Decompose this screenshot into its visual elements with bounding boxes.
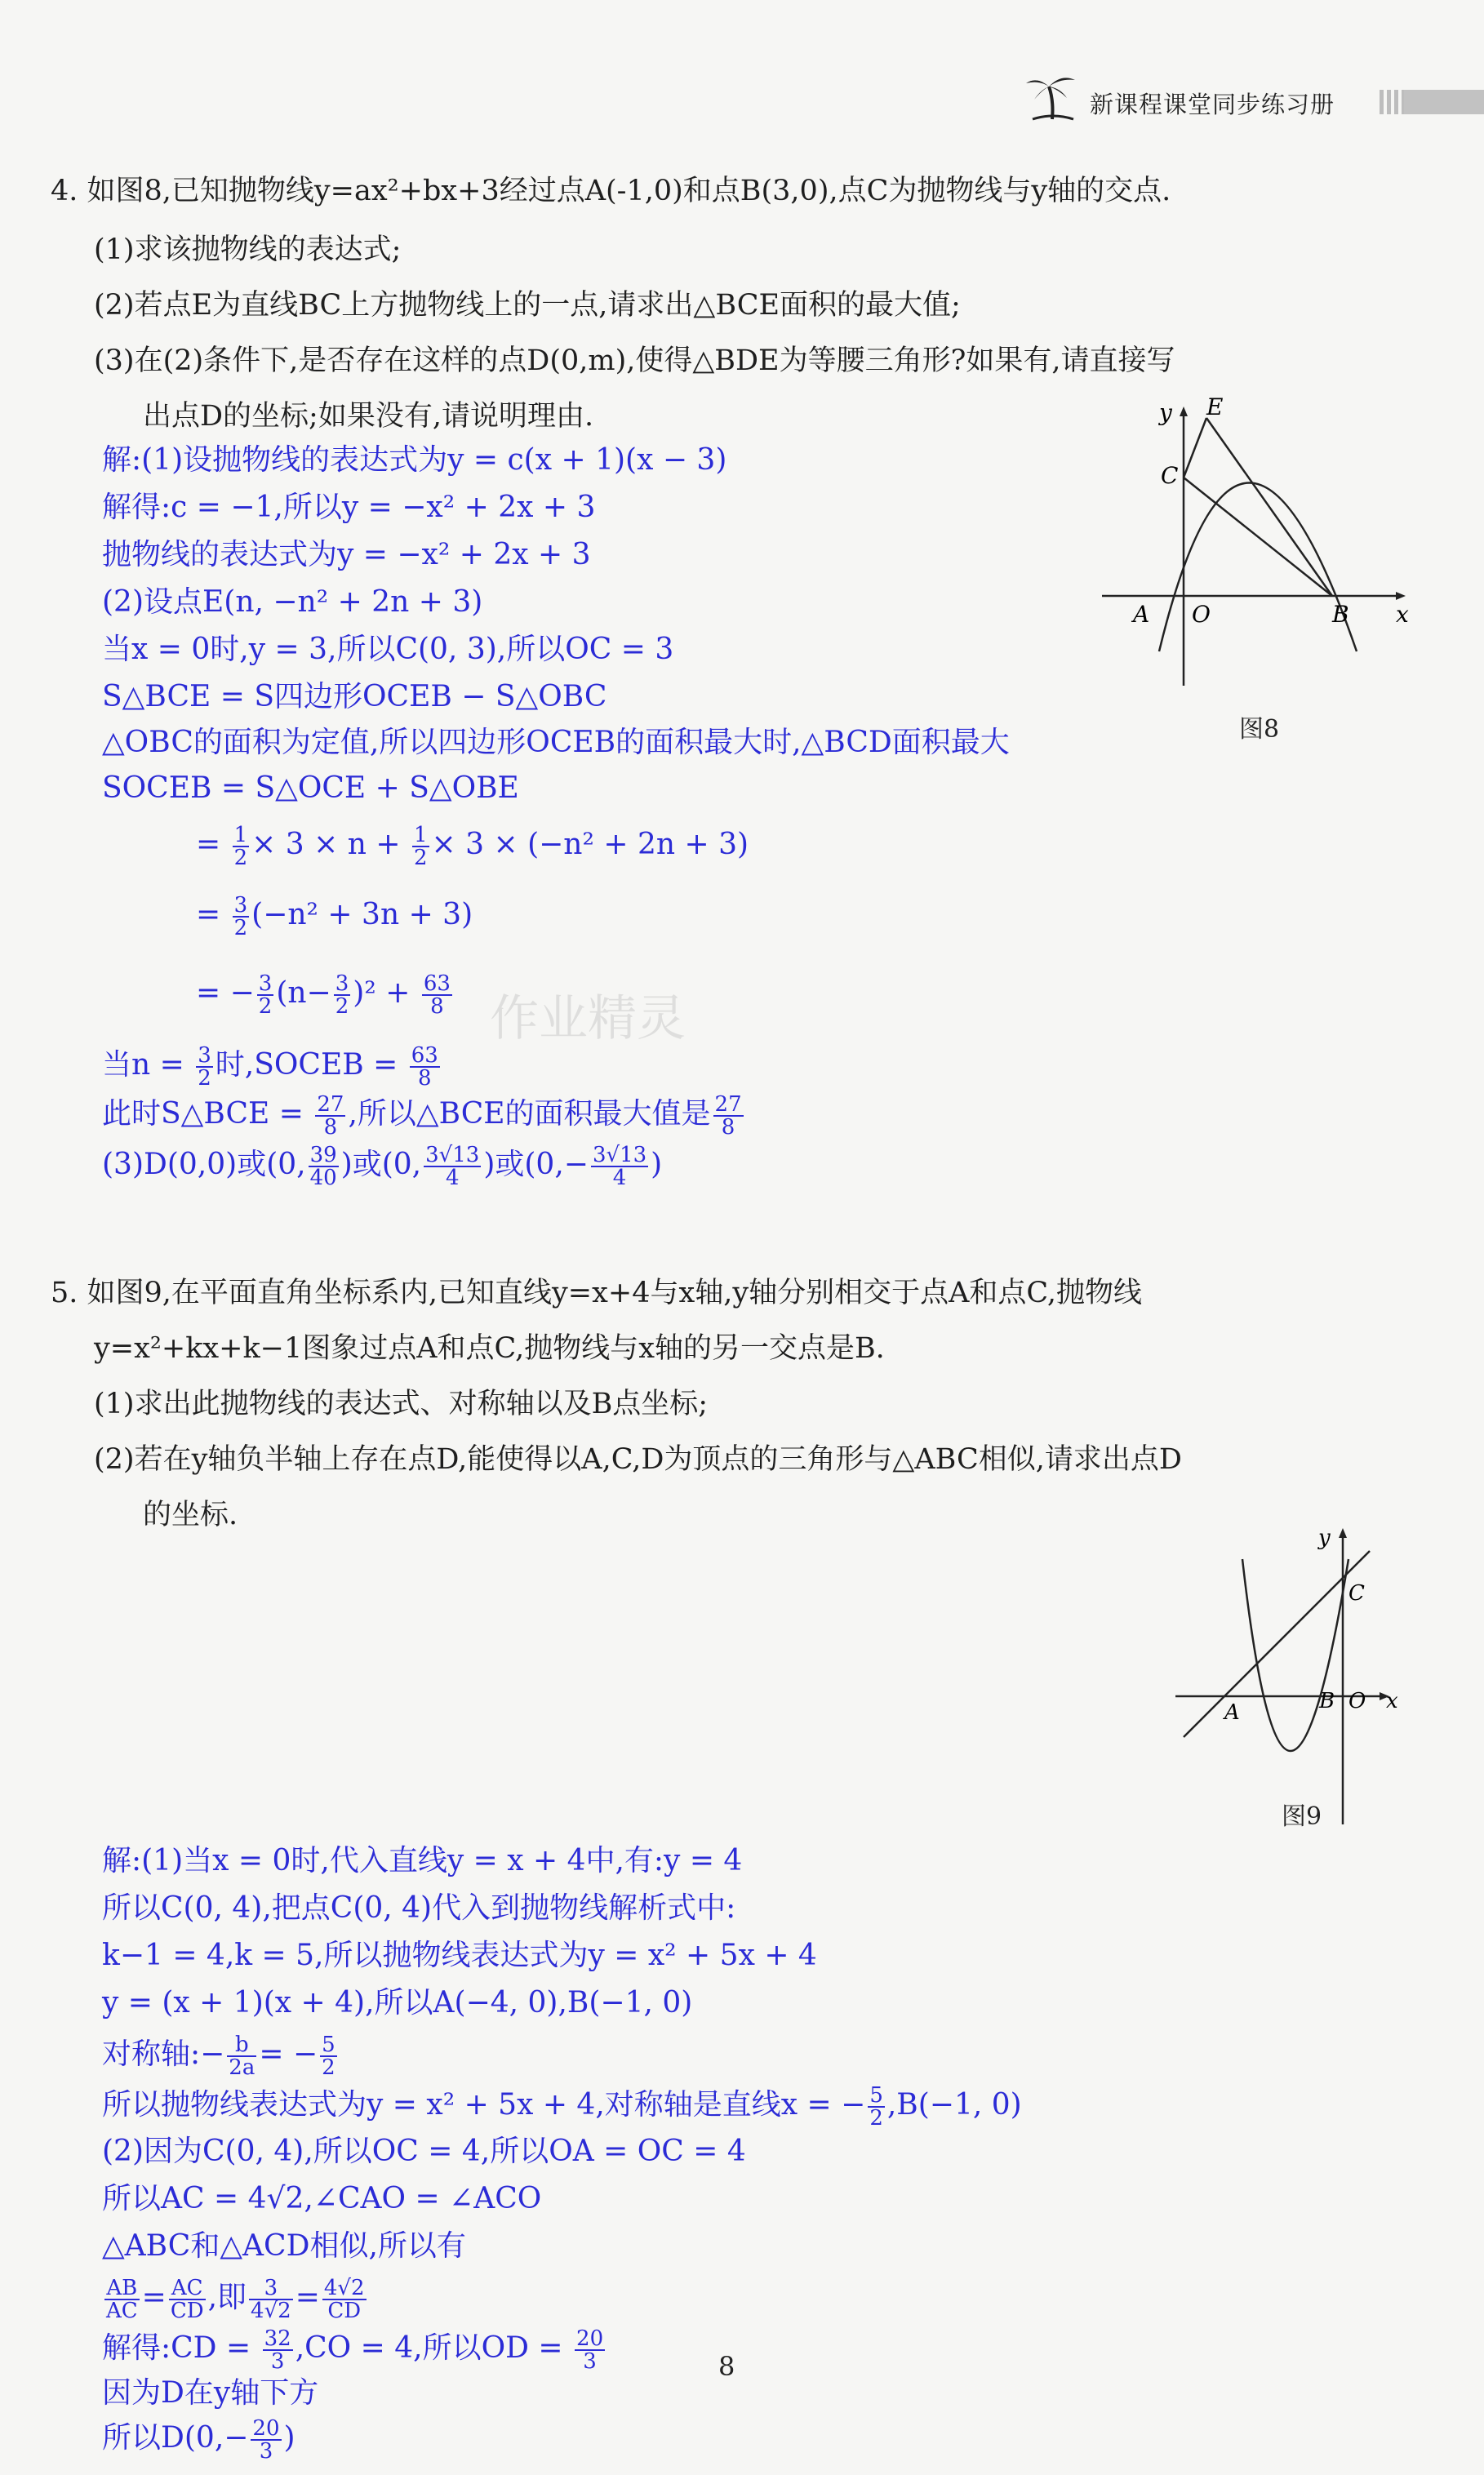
figure-9: [1175, 1518, 1420, 1828]
q5-stem-cont: y=x²+kx+k−1图象过点A和点C,抛物线与x轴的另一交点是B.: [94, 1332, 885, 1365]
q5-stem: 5. 如图9,在平面直角坐标系内,已知直线y=x+4与x轴,y轴分别相交于点A和点C,抛物线: [51, 1277, 1143, 1309]
a4-line14: (3)D(0,0)或(0, $\frac{39}{40}$ )或(0, $\frac{3√13}{4}$ )或(0,− $\frac{3√13}{4}$ ): [102, 1143, 663, 1190]
a4-line8: SOCEB = S△OCE + S△OBE: [102, 771, 519, 805]
a5-line9: △ABC和△ACD相似,所以有: [102, 2229, 466, 2263]
figure-8: [1102, 392, 1428, 718]
a5-line8: 所以AC = 4√2,∠CAO = ∠ACO: [102, 2182, 542, 2215]
a4-line11: = − $\frac{3}{2}$ (n− $\frac{3}{2}$ )² + $\frac{63}{8}$: [196, 971, 451, 1019]
fig8-label-b: B: [1332, 601, 1349, 628]
fig9-label-b: B: [1319, 1689, 1335, 1713]
a5-line2: 所以C(0, 4),把点C(0, 4)代入到抛物线解析式中:: [102, 1891, 736, 1925]
a5-line3: k−1 = 4,k = 5,所以抛物线表达式为y = x² + 5x + 4: [102, 1939, 817, 1972]
a4-line4: (2)设点E(n, −n² + 2n + 3): [102, 585, 483, 619]
fig9-label-y: y: [1318, 1526, 1331, 1550]
fig8-caption: 图8: [1239, 715, 1280, 744]
q5-part2-cont: 的坐标.: [143, 1499, 238, 1531]
a5-line5: 对称轴:− $\frac{b}{2a}$ = − $\frac{5}{2}$: [102, 2033, 335, 2080]
fig8-label-o: O: [1192, 601, 1211, 628]
fig9-label-a: A: [1224, 1700, 1240, 1725]
q5-part1: (1)求出此抛物线的表达式、对称轴以及B点坐标;: [94, 1388, 709, 1420]
q4-part2: (2)若点E为直线BC上方抛物线上的一点,请求出△BCE面积的最大值;: [94, 289, 961, 322]
a5-line11: 解得:CD = $\frac{32}{3}$ ,CO = 4,所以OD = $\frac{20}{3}$: [102, 2326, 604, 2374]
q4-stem: 4. 如图8,已知抛物线y=ax²+bx+3经过点A(-1,0)和点B(3,0),点C为抛物线与y轴的交点.: [51, 175, 1171, 207]
a4-line1: 解:(1)设抛物线的表达式为y = c(x + 1)(x − 3): [102, 443, 727, 477]
fig9-label-o: O: [1348, 1689, 1366, 1713]
q4-part3-cont: 出点D的坐标;如果没有,请说明理由.: [143, 400, 594, 433]
a5-line13: 所以D(0,− $\frac{20}{3}$ ): [102, 2416, 295, 2464]
a4-line3: 抛物线的表达式为y = −x² + 2x + 3: [102, 538, 591, 571]
watermark: 作业精灵: [490, 990, 686, 1047]
a5-line12: 因为D在y轴下方: [102, 2376, 319, 2410]
a4-line6: S△BCE = S四边形OCEB − S△OBC: [102, 680, 607, 713]
a5-line4: y = (x + 1)(x + 4),所以A(−4, 0),B(−1, 0): [102, 1986, 693, 2020]
a4-line12: 当n = $\frac{3}{2}$ 时,SOCEB = $\frac{63}{8}$: [102, 1043, 438, 1091]
a5-line6: 所以抛物线表达式为y = x² + 5x + 4,对称轴是直线x = − $\frac{5}{2}$ ,B(−1, 0): [102, 2083, 1022, 2131]
fig9-label-c: C: [1348, 1581, 1365, 1606]
page-header: [1008, 72, 1484, 118]
fig8-label-e: E: [1206, 393, 1224, 420]
a4-line2: 解得:c = −1,所以y = −x² + 2x + 3: [102, 491, 596, 524]
book-title: 新课程课堂同步练习册: [1090, 91, 1335, 118]
a4-line5: 当x = 0时,y = 3,所以C(0, 3),所以OC = 3: [102, 633, 674, 666]
fig9-caption: 图9: [1282, 1802, 1322, 1831]
fig8-label-c: C: [1161, 462, 1179, 489]
a5-line1: 解:(1)当x = 0时,代入直线y = x + 4中,有:y = 4: [102, 1844, 743, 1877]
q4-part3: (3)在(2)条件下,是否存在这样的点D(0,m),使得△BDE为等腰三角形?如果有,请直接写: [94, 344, 1175, 377]
palm-tree-icon: [1024, 72, 1082, 121]
a5-line7: (2)因为C(0, 4),所以OC = 4,所以OA = OC = 4: [102, 2135, 746, 2168]
fig8-label-a: A: [1133, 601, 1150, 628]
header-bar-solid: [1404, 90, 1484, 114]
a5-line10: $\frac{AB}{AC}$ = $\frac{AC}{CD}$ ,即 $\frac{3}{4√2}$ = $\frac{4√2}{CD}$: [106, 2276, 365, 2323]
q4-part1: (1)求该抛物线的表达式;: [94, 233, 402, 266]
a4-line13: 此时S△BCE = $\frac{27}{8}$ ,所以△BCE的面积最大值是 $\frac{27}{8}$: [102, 1092, 742, 1140]
fig9-label-x: x: [1386, 1689, 1398, 1713]
a4-line10: = $\frac{3}{2}$ (−n² + 3n + 3): [196, 893, 473, 940]
fig8-label-y: y: [1159, 399, 1172, 426]
a4-line9: = $\frac{1}{2}$ × 3 × n + $\frac{1}{2}$ × 3 × (−n² + 2n + 3): [196, 823, 749, 870]
a4-line7: △OBC的面积为定值,所以四边形OCEB的面积最大时,△BCD面积最大: [102, 726, 1010, 759]
page-number: 8: [718, 2351, 735, 2382]
fig8-label-x: x: [1396, 601, 1409, 628]
q5-part2: (2)若在y轴负半轴上存在点D,能使得以A,C,D为顶点的三角形与△ABC相似,请求出点D: [94, 1443, 1182, 1476]
